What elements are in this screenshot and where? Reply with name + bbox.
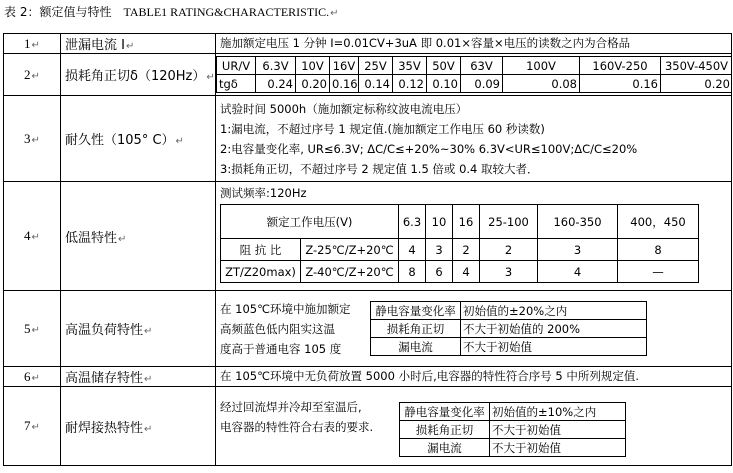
zt-label: ZT/Z20max) bbox=[221, 261, 301, 283]
table-row bbox=[4, 367, 732, 387]
return-mark-icon: ↵ bbox=[31, 422, 40, 433]
df-header-cell: 35V bbox=[393, 57, 427, 75]
return-mark-icon: ↵ bbox=[31, 324, 40, 336]
endurance-line: 2:电容量变化率, UR≤6.3V; ΔC/C≤+20%~30% 6.3V<UR≤100V;ΔC/C≤20% bbox=[220, 141, 638, 156]
spec-value: 初始值的±20%之内 bbox=[461, 302, 647, 320]
df-value-cell: 0.16 bbox=[330, 75, 359, 93]
df-header-cell: 10V bbox=[296, 57, 330, 75]
df-value-cell: 0.08 bbox=[503, 75, 580, 93]
item-name: 泄漏电流 I bbox=[65, 38, 125, 53]
spec-row bbox=[400, 403, 626, 421]
impedance-value: 4 bbox=[399, 239, 426, 261]
load-spec-table bbox=[370, 301, 647, 356]
df-header-cell: 6.3V bbox=[256, 57, 296, 75]
spec-row bbox=[371, 338, 647, 356]
spec-row bbox=[371, 320, 647, 338]
spec-value: 不大于初始值 bbox=[490, 421, 626, 439]
endurance-line: 3:损耗角正切，不超过序号 2 规定值 1.5 倍或 0.4 取较大者． bbox=[220, 161, 539, 176]
lt-row-1 bbox=[221, 239, 699, 261]
row-number: 2 bbox=[24, 66, 31, 82]
return-mark-icon: ↵ bbox=[125, 41, 135, 52]
load-desc-line: 在 105℃环境中施加额定 bbox=[220, 301, 351, 316]
item-name: 高温负荷特性 bbox=[65, 323, 144, 338]
df-header-cell: UR/V bbox=[217, 57, 256, 75]
row-number: 3 bbox=[24, 130, 31, 146]
spec-label: 损耗角正切 bbox=[400, 421, 490, 439]
impedance-ratio-label: 阻 抗 比 bbox=[221, 239, 301, 261]
impedance-value: 6 bbox=[426, 261, 453, 283]
low-temp-table bbox=[220, 204, 699, 283]
row-number: 7 bbox=[24, 418, 31, 433]
rating-table bbox=[3, 33, 732, 466]
spec-label: 静电容量变化率 bbox=[371, 302, 461, 320]
df-header-row bbox=[217, 57, 732, 75]
table-row bbox=[4, 291, 732, 367]
impedance-value: 4 bbox=[538, 261, 618, 283]
return-mark-icon: ↵ bbox=[206, 72, 215, 83]
return-mark-icon: ↵ bbox=[31, 70, 40, 82]
test-frequency: 测试频率:120Hz bbox=[220, 186, 307, 200]
dissipation-factor-table bbox=[216, 56, 732, 93]
df-header-cell: 25V bbox=[359, 57, 393, 75]
df-value-cell: 0.20 bbox=[296, 75, 330, 93]
spec-value: 不大于初始值 bbox=[490, 439, 626, 457]
df-value-cell: 0.20 bbox=[661, 75, 732, 93]
return-mark-icon: ↵ bbox=[144, 374, 153, 385]
impedance-value: 2 bbox=[480, 239, 538, 261]
impedance-value: 8 bbox=[399, 261, 426, 283]
return-mark-icon: ↵ bbox=[144, 326, 153, 337]
row-number: 6 bbox=[24, 368, 31, 384]
return-mark-icon: ↵ bbox=[31, 372, 40, 384]
lt-row-2 bbox=[221, 261, 699, 283]
df-value-cell: 0.09 bbox=[461, 75, 503, 93]
item-name: 耐久性（105° C） bbox=[65, 133, 175, 148]
spec-label: 损耗角正切 bbox=[371, 320, 461, 338]
condition-label: Z-40℃/Z+20℃ bbox=[301, 261, 399, 283]
item-name: 低温特性 bbox=[65, 230, 118, 246]
endurance-line: 1:漏电流，不超过序号 1 规定值.(施加额定工作电压 60 秒读数) bbox=[220, 121, 545, 136]
voltage-cell: 10 bbox=[426, 205, 453, 239]
solder-desc-line: 电容器的特性符合右表的要求. bbox=[220, 420, 374, 434]
spec-row bbox=[371, 302, 647, 320]
storage-condition: 在 105℃环境中无负荷放置 5000 小时后,电容器的特性符合序号 5 中所列规定值. bbox=[220, 369, 640, 383]
impedance-value: 2 bbox=[453, 239, 480, 261]
voltage-cell: 400，450 bbox=[618, 205, 699, 239]
item-name: 损耗角正切δ（120Hz） bbox=[65, 69, 206, 84]
return-mark-icon: ↵ bbox=[330, 8, 339, 19]
load-desc-line: 度高于普通电容 105 度 bbox=[220, 341, 342, 356]
impedance-value: 3 bbox=[538, 239, 618, 261]
return-mark-icon: ↵ bbox=[175, 136, 184, 147]
df-header-cell: 63V bbox=[461, 57, 503, 75]
table-row bbox=[4, 54, 732, 96]
condition-label: Z-25℃/Z+20℃ bbox=[301, 239, 399, 261]
table-row bbox=[4, 182, 732, 291]
spec-value: 初始值的±10%之内 bbox=[490, 403, 626, 421]
spec-row bbox=[400, 439, 626, 457]
impedance-value: 4 bbox=[453, 261, 480, 283]
rated-voltage-label: 额定工作电压(V) bbox=[221, 205, 399, 239]
df-value-cell: 0.24 bbox=[256, 75, 296, 93]
return-mark-icon: ↵ bbox=[144, 423, 153, 435]
df-values-row bbox=[217, 75, 732, 93]
item-name: 耐焊接热特性 bbox=[65, 420, 144, 436]
impedance-value: 3 bbox=[426, 239, 453, 261]
voltage-cell: 160-350 bbox=[538, 205, 618, 239]
table-row bbox=[4, 34, 732, 54]
df-value-cell: 0.14 bbox=[359, 75, 393, 93]
spec-label: 漏电流 bbox=[371, 338, 461, 356]
df-header-cell: 160V-250 bbox=[580, 57, 661, 75]
spec-label: 漏电流 bbox=[400, 439, 490, 457]
df-value-cell: 0.12 bbox=[393, 75, 427, 93]
return-mark-icon: ↵ bbox=[31, 134, 40, 146]
item-name: 高温储存特性 bbox=[65, 371, 144, 386]
return-mark-icon: ↵ bbox=[118, 233, 127, 245]
row-number: 4 bbox=[24, 228, 31, 243]
table-row bbox=[4, 387, 732, 466]
spec-value: 不大于初始值的 200% bbox=[461, 320, 647, 338]
return-mark-icon: ↵ bbox=[31, 232, 40, 243]
df-value-cell: 0.10 bbox=[427, 75, 461, 93]
caption-en: TABLE1 RATING&CHARACTERISTIC. bbox=[123, 5, 330, 19]
impedance-value: 8 bbox=[618, 239, 699, 261]
spec-label: 静电容量变化率 bbox=[400, 403, 490, 421]
row-number: 5 bbox=[24, 320, 31, 336]
endurance-line: 试验时间 5000h（施加额定标称纹波电流电压） bbox=[220, 101, 468, 116]
df-header-cell: 16V bbox=[330, 57, 359, 75]
df-header-cell: 100V bbox=[503, 57, 580, 75]
solder-spec-table bbox=[399, 402, 626, 457]
voltage-cell: 16 bbox=[453, 205, 480, 239]
row-number: 1 bbox=[24, 35, 31, 51]
voltage-cell: 25-100 bbox=[480, 205, 538, 239]
impedance-value: — bbox=[618, 261, 699, 283]
voltage-cell: 6.3 bbox=[399, 205, 426, 239]
solder-desc-line: 经过回流焊并冷却至室温后, bbox=[220, 400, 362, 414]
table-caption bbox=[4, 3, 339, 20]
item-condition: 施加额定电压 1 分钟 I=0.01CV+3uA 即 0.01×容量×电压的读数之内为合格品 bbox=[220, 36, 631, 50]
return-mark-icon: ↵ bbox=[31, 39, 40, 51]
impedance-value: 3 bbox=[480, 261, 538, 283]
df-value-cell: 0.16 bbox=[580, 75, 661, 93]
table-row bbox=[4, 96, 732, 182]
tg-label: tgδ bbox=[217, 75, 256, 93]
lt-header-row bbox=[221, 205, 699, 239]
spec-value: 不大于初始值 bbox=[461, 338, 647, 356]
caption-zh: 表 2：额定值与特性 bbox=[4, 5, 112, 19]
load-desc-line: 高频蓝色低内阻实这温 bbox=[220, 321, 335, 336]
spec-row bbox=[400, 421, 626, 439]
df-header-cell: 350V-450V bbox=[661, 57, 732, 75]
df-header-cell: 50V bbox=[427, 57, 461, 75]
